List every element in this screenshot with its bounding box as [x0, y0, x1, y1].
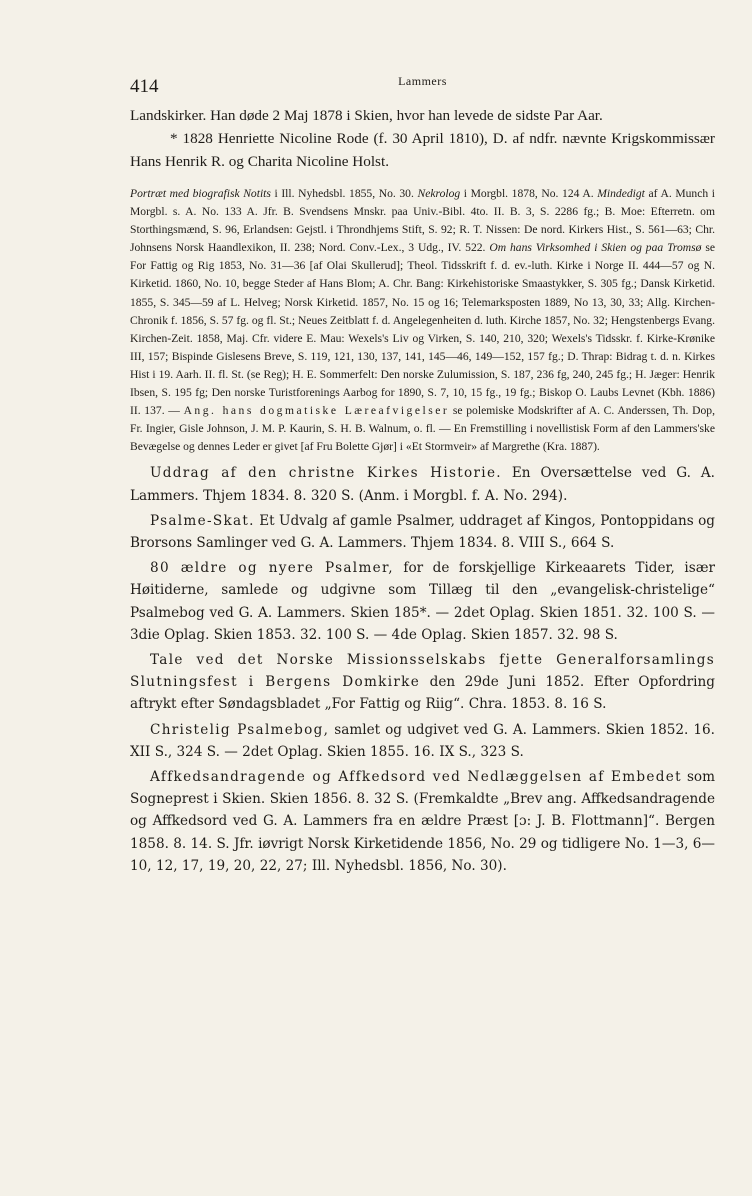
ref-text: i Ill. Nyhedsbl. 1855, No. 30. [270, 187, 418, 200]
ref-memorial-poem: Mindedigt [597, 187, 645, 200]
work-entry [130, 510, 715, 554]
ref-text: af A. Munch i Morgbl. s. A. No. 133 A. Jfr. B. Svendsens Mnskr. paa Univ.-Bibl. 4to. II. B. 3, S. 2286 fg.; B. Moe: Efterretn. om Storthingsmænd, S. 96, Erlandsen: Gejstl. i Throndhjems Stift, S. 92; R. T. Nissen: De nord. Kirkers Hist., S. 561—63; Chr. Johnsens Norsk Haandlexikon, II. 238; Nord. Conv.-Lex., 3 Udg., IV. 522. [130, 187, 715, 255]
ref-text: i Morgbl. 1878, No. 124 A. [460, 187, 598, 200]
references [130, 185, 715, 456]
ref-text: se polemiske Modskrifter af A. C. Anderssen, Th. Dop, Fr. Ingier, Gisle Johnson, J. M. P. Kaurin, S. H. B. Walnum, o. fl. — En Fremstilling i novellistisk Form af den Lammers'ske Bevægelse og dennes Leder er givet [af Fru Bolette Gjør] i «Et Stormveir» af Margrethe (Kra. 1887). [130, 404, 715, 454]
ref-obituary: Nekrolog [417, 187, 461, 200]
work-title: 80 ældre og nyere Psalmer, [150, 560, 394, 577]
work-entry [130, 462, 715, 506]
work-title: Psalme-Skat. [150, 512, 255, 529]
running-head: Lammers [398, 74, 447, 88]
work-entry [130, 557, 715, 646]
marriage-entry: * 1828 Henriette Nicoline Rode (f. 30 April 1810), D. af ndfr. nævnte Krigskommissær Hans Henrik R. og Charita Nicoline Holst. [130, 130, 715, 170]
page-number: 414 [130, 76, 159, 97]
ref-activity: Om hans Virksomhed i Skien og paa Tromsø [489, 241, 702, 255]
work-details: som Sogneprest i Skien. Skien 1856. 8. 32 S. (Fremkaldte „Brev ang. Affkedsandragende og Affkedsord ved G. A. Lammers fra en ældre Præst [ɔ: J. B. Flottmann]“. Bergen 1858. 8. 14. S. Jfr. iøvrigt Norsk Kirketidende 1856, No. 29 og tidligere No. 1—3, 6—10, 12, 17, 19, 20, 22, 27; Ill. Nyhedsbl. 1856, No. 30). [130, 769, 716, 874]
ref-dogmatic-deviations: Ang. hans dogmatiske Læreafvigelser [183, 404, 450, 418]
work-entry [130, 649, 715, 716]
work-details: den 29de Juni 1852. Efter Opfordring aftrykt efter Søndagsbladet „For Fattig og Riig“. Chra. 1853. 8. 16 S. [130, 674, 715, 713]
ref-text: se For Fattig og Rig 1853, No. 31—36 [af Olai Skullerud]; Theol. Tidsskrift f. d. ev.-luth. Kirke i Norge II. 444—57 og N. Kirketid. 1860, No. 10, begge Steder af Hans Blom; A. Chr. Bang: Kirkehistoriske Smaastykker, S. 305 fg.; Dansk Kirketid. 1855, S. 345—59 af L. Helveg; Norsk Kirketid. 1857, No. 15 og 16; Telemarksposten 1889, No 13, 30, 33; Allg. Kirchen-Chronik f. 1856, S. 57 fg. og fl. St.; Neues Zeitblatt f. d. Angelegenheiten d. luth. Kirche 1857, No. 32; Hengstenbergs Evang. Kirchen-Zeit. 1858, Maj. Cfr. videre E. Mau: Wexels's Liv og Virken, S. 140, 210, 320; Wexels's Tidsskr. f. Kirke-Krønike III, 157; Bispinde Gislesens Breve, S. 119, 121, 130, 137, 141, 145—46, 149—152, 157 fg.; D. Thrap: Bidrag t. d. n. Kirkes Hist i 19. Aarh. II. fl. St. (se Reg); H. E. Sommerfelt: Den norske Zulumission, S. 187, 236 fg, 240, 245 fg.; H. Jæger: Henrik Ibsen, S. 195 fg; Den norske Turistforenings Aarbog for 1890, S. 7, 10, 15 fg., 19 fg.; Biskop O. Laubs Levnet (Kbh. 1886) II. 137. — [130, 241, 716, 418]
biography-continuation: Landskirker. Han døde 2 Maj 1878 i Skien, hvor han levede de sidste Par Aar. [130, 107, 603, 124]
works-list [130, 462, 715, 877]
work-entry [130, 719, 715, 763]
biography [130, 104, 715, 173]
work-title: Affkedsandragende og Affkedsord ved Nedlæggelsen af Embedet [150, 769, 682, 786]
page-header [130, 66, 715, 97]
work-entry [130, 766, 715, 877]
work-details: En Oversættelse ved G. A. Lammers. Thjem 1834. 8. 320 S. (Anm. i Morgbl. f. A. No. 294). [130, 465, 715, 504]
work-title: Tale ved det Norske Missionsselskabs fjette Generalforsamlings Slutningsfest i Bergens Domkirke [130, 652, 715, 691]
work-details: Et Udvalg af gamle Psalmer, uddraget af Kingos, Pontoppidans og Brorsons Samlinger ved G. A. Lammers. Thjem 1834. 8. VIII S., 664 S. [130, 512, 715, 552]
page-content [130, 104, 715, 880]
ref-portrait: Portræt med biografisk Notits [130, 187, 271, 200]
work-details: for de forskjellige Kirkeaarets Tider, især Høitiderne, samlede og udgivne som Tillæg til den „evangelisk-christelige“ Psalmebog ved G. A. Lammers. Skien 185*. — 2det Oplag. Skien 1851. 32. 100 S. — 3die Oplag. Skien 1853. 32. 100 S. — 4de Oplag. Skien 1857. 32. 98 S. [130, 560, 715, 643]
work-details: samlet og udgivet ved G. A. Lammers. Skien 1852. 16. XII S., 324 S. — 2det Oplag. Skien 1855. 16. IX S., 323 S. [130, 721, 715, 760]
work-title: Uddrag af den christne Kirkes Historie. [150, 465, 502, 482]
work-title: Christelig Psalmebog, [150, 721, 330, 738]
